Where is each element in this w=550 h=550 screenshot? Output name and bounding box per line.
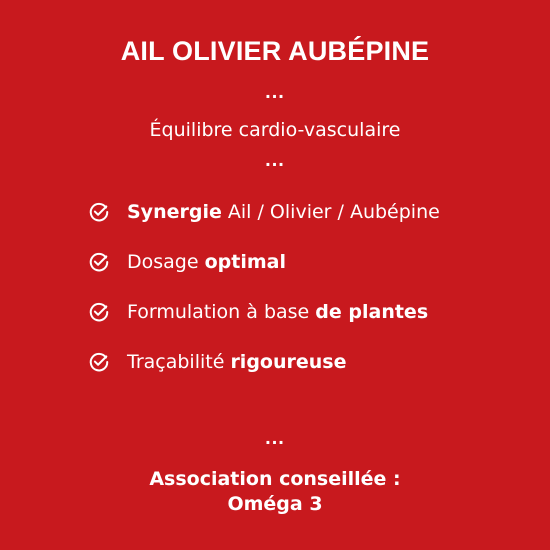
feature-bold-before: Synergie [127,201,222,223]
separator-dots: ... [265,149,285,171]
feature-text [127,201,440,223]
product-title: AIL OLIVIER AUBÉPINE [120,36,430,66]
check-circle-icon [88,201,110,223]
feature-text [127,351,346,373]
feature-bold-after: de plantes [315,301,429,323]
feature-bold-after: optimal [204,251,286,273]
feature-text [127,301,428,323]
feature-regular: Formulation à base [127,301,316,323]
feature-item [88,347,440,377]
check-circle-icon [88,351,110,373]
product-subtitle: Équilibre cardio-vasculaire [149,119,401,141]
check-circle-icon [88,251,110,273]
feature-item [88,197,440,227]
feature-item [88,247,440,277]
association-label: Association conseillée : [149,468,401,490]
feature-regular: Dosage [127,251,205,273]
feature-regular: Ail / Olivier / Aubépine [221,201,440,223]
association-note [0,467,550,517]
separator-dots: ... [265,427,285,449]
association-value: Oméga 3 [227,493,323,515]
feature-bold-after: rigoureuse [230,351,347,373]
feature-regular: Traçabilité [127,351,231,373]
check-circle-icon [88,301,110,323]
feature-text [127,251,286,273]
feature-list [88,197,440,397]
separator-dots: ... [265,81,285,103]
feature-item [88,297,440,327]
